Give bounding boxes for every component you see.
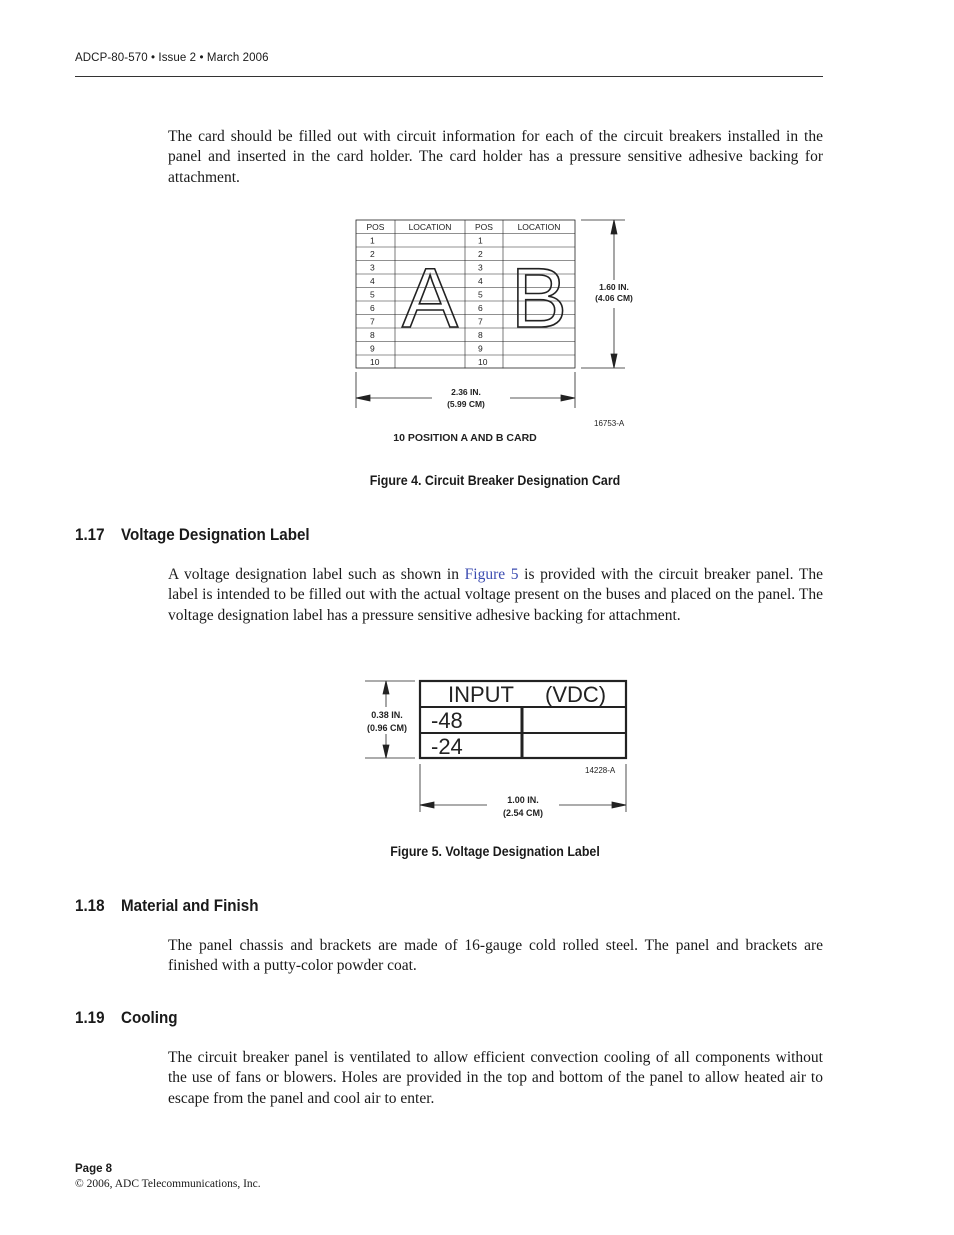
label-height-cm: (0.96 CM) bbox=[366, 723, 408, 733]
para-text: A voltage designation label such as shown in bbox=[168, 566, 465, 583]
section-117-paragraph bbox=[168, 565, 823, 626]
arrow-down-icon bbox=[383, 745, 389, 758]
label-input-text: INPUT bbox=[448, 682, 514, 707]
arrow-up-icon bbox=[611, 220, 617, 234]
card-position-a: 7 bbox=[370, 316, 375, 327]
card-position-a: 8 bbox=[370, 330, 375, 340]
figure5-caption: Figure 5. Voltage Designation Label bbox=[390, 844, 600, 859]
para-text: is provided with the circuit breaker panel. The label is intended to be filled out with the actual voltage present on the buses and placed on the panel. The voltage designation label has a pressure sensitive adhesive backing for attachment. bbox=[168, 566, 823, 624]
section-119-paragraph: The circuit breaker panel is ventilated to allow efficient convection cooling of all components without the use of fans or blowers. Holes are provided in the top and bottom of the panel to allow heated air to escape from the panel and cool air to enter. bbox=[168, 1049, 823, 1107]
intro-paragraph: The card should be filled out with circuit information for each of the circuit breakers installed in the panel and inserted in the card holder. The card holder has a pressure sensitive adhesive backing for attachment. bbox=[168, 128, 823, 186]
card-position-b: 1 bbox=[478, 235, 483, 246]
section-title: Cooling bbox=[121, 1009, 178, 1027]
arrow-right-icon bbox=[612, 802, 626, 808]
page-number: Page 8 bbox=[75, 1163, 113, 1175]
card-column-header: POS bbox=[366, 222, 385, 232]
card-letter-b: B bbox=[510, 251, 568, 345]
card-width-in: 2.36 IN. bbox=[451, 387, 481, 397]
card-position-b: 6 bbox=[478, 303, 483, 313]
section-number: 1.19 bbox=[75, 1009, 105, 1027]
figure4-caption: Figure 4. Circuit Breaker Designation Card bbox=[369, 473, 621, 488]
card-position-a: 5 bbox=[370, 289, 375, 300]
card-column-header: LOCATION bbox=[517, 222, 561, 232]
section-118-paragraph: The panel chassis and brackets are made of 16-gauge cold rolled steel. The panel and brackets are finished with a putty-color powder coat. bbox=[168, 937, 823, 975]
card-position-a: 1 bbox=[370, 235, 375, 246]
circuit-breaker-card-figure bbox=[340, 212, 640, 442]
copyright: © 2006, ADC Telecommunications, Inc. bbox=[75, 1178, 261, 1190]
arrow-down-icon bbox=[611, 354, 617, 368]
label-row-48: -48 bbox=[431, 708, 463, 733]
section-title: Material and Finish bbox=[121, 897, 259, 915]
section-title: Voltage Designation Label bbox=[121, 526, 310, 544]
header-divider bbox=[75, 76, 823, 77]
arrow-left-icon bbox=[356, 395, 370, 401]
card-position-a: 9 bbox=[370, 343, 375, 354]
section-118-heading bbox=[75, 897, 258, 916]
card-column-header: POS bbox=[475, 222, 493, 232]
card-position-a: 2 bbox=[370, 249, 375, 259]
card-height-in: 1.60 IN. bbox=[599, 282, 629, 292]
card-position-b: 10 bbox=[478, 357, 488, 367]
label-height-in: 0.38 IN. bbox=[371, 710, 403, 720]
card-position-b: 7 bbox=[478, 316, 483, 327]
section-119-heading bbox=[75, 1009, 177, 1028]
section-number: 1.17 bbox=[75, 526, 105, 544]
card-column-header: LOCATION bbox=[408, 222, 452, 232]
card-letter-a: A bbox=[401, 251, 459, 345]
card-position-a: 4 bbox=[370, 276, 375, 286]
arrow-up-icon bbox=[383, 681, 389, 694]
card-position-a: 10 bbox=[370, 357, 380, 367]
section-117-heading bbox=[75, 526, 310, 545]
card-position-a: 3 bbox=[370, 262, 375, 273]
arrow-right-icon bbox=[561, 395, 575, 401]
figure4-drawing-id: 16753-A bbox=[594, 419, 625, 428]
card-position-b: 5 bbox=[478, 289, 483, 300]
label-vdc-text: (VDC) bbox=[545, 682, 607, 707]
card-position-b: 2 bbox=[478, 249, 483, 259]
voltage-label-figure bbox=[355, 672, 645, 827]
label-width-in: 1.00 IN. bbox=[507, 795, 539, 805]
section-number: 1.18 bbox=[75, 897, 105, 915]
card-position-b: 8 bbox=[478, 330, 483, 340]
label-row-24: -24 bbox=[431, 734, 463, 759]
card-position-b: 4 bbox=[478, 276, 483, 286]
document-header: ADCP-80-570 • Issue 2 • March 2006 bbox=[75, 52, 269, 64]
figure5-link[interactable]: Figure 5 bbox=[464, 566, 519, 583]
card-position-b: 3 bbox=[478, 262, 483, 273]
card-position-b: 9 bbox=[478, 343, 483, 354]
card-height-cm: (4.06 CM) bbox=[595, 293, 633, 303]
figure5-drawing-id: 14228-A bbox=[585, 766, 616, 775]
arrow-left-icon bbox=[420, 802, 434, 808]
card-position-a: 6 bbox=[370, 303, 375, 313]
card-width-cm: (5.99 CM) bbox=[447, 399, 485, 409]
card-title: 10 POSITION A AND B CARD bbox=[393, 432, 537, 442]
label-width-cm: (2.54 CM) bbox=[502, 808, 544, 818]
